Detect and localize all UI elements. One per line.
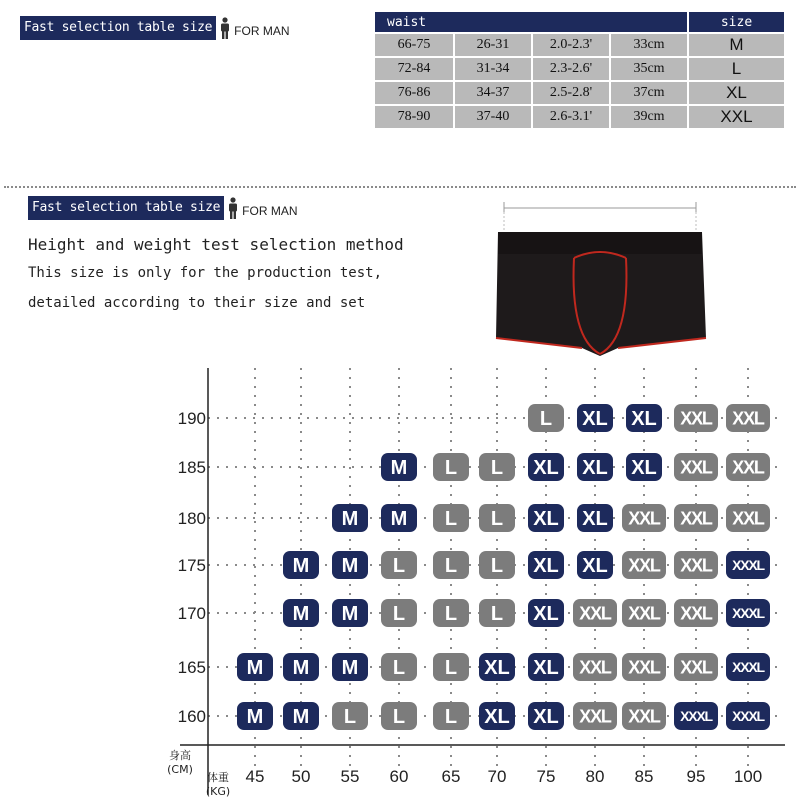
top-banner-for-man: FOR MAN: [234, 24, 290, 38]
size-cell-label: XXXL: [732, 557, 764, 574]
waist-header: waist: [375, 12, 687, 32]
size-cell: [332, 551, 368, 579]
x-tick-label: 85: [634, 767, 654, 786]
size-cell-label: L: [490, 555, 504, 578]
size-cell-label: L: [343, 706, 357, 729]
size-cell: [528, 453, 564, 481]
size-cell-label: XXXL: [732, 605, 764, 622]
size-cell-label: L: [490, 457, 504, 480]
x-tick-label: 55: [340, 767, 360, 786]
x-tick-label: 50: [291, 767, 311, 786]
size-cell-label: XL: [582, 408, 608, 431]
table-cell: 37-40: [455, 106, 531, 128]
table-cell: 33cm: [611, 34, 687, 56]
size-cell: [479, 453, 515, 481]
size-cell: [726, 453, 770, 481]
size-cell: [726, 599, 770, 627]
size-cell: [626, 453, 662, 481]
size-cell: [573, 653, 617, 681]
table-cell: 66-75: [375, 34, 453, 56]
size-cell-label: L: [392, 555, 406, 578]
size-cell-label: L: [444, 457, 458, 480]
size-cell: [237, 702, 273, 730]
size-cell: [283, 702, 319, 730]
size-cell: [626, 404, 662, 432]
size-cell-label: XXL: [628, 603, 660, 624]
size-cell-label: XL: [533, 555, 559, 578]
size-cell-label: L: [444, 555, 458, 578]
size-cell-label: XXL: [680, 603, 712, 624]
x-tick-label: 70: [487, 767, 507, 786]
size-cell-label: XXXL: [732, 708, 764, 725]
description-line-1: Height and weight test selection method: [28, 235, 404, 254]
size-cell-label: M: [341, 657, 359, 680]
size-cell-label: M: [292, 706, 310, 729]
size-cell-label: XL: [631, 408, 657, 431]
size-cell: [283, 551, 319, 579]
y-tick-label: 180: [177, 509, 206, 528]
size-cell: [528, 653, 564, 681]
size-cell: [433, 504, 469, 532]
size-cell-label: XXL: [579, 603, 611, 624]
size-cell-label: XXL: [628, 555, 660, 576]
table-cell: 76-86: [375, 82, 453, 104]
size-cell-label: M: [390, 508, 408, 531]
size-cell-label: XL: [533, 657, 559, 680]
size-cell: [674, 453, 718, 481]
size-header: size: [689, 12, 784, 32]
size-cell-label: XXXL: [680, 708, 712, 725]
size-cell-label: XL: [484, 706, 510, 729]
size-cell: [577, 551, 613, 579]
x-axis-unit: (KG): [205, 785, 231, 798]
size-cell: [433, 453, 469, 481]
size-cell: [381, 599, 417, 627]
y-tick-label: 165: [177, 658, 206, 677]
table-cell: XL: [689, 82, 784, 104]
size-cell: [433, 551, 469, 579]
size-cell-label: XL: [582, 508, 608, 531]
size-cell-label: L: [490, 508, 504, 531]
description-line-3: detailed according to their size and set: [28, 295, 366, 311]
size-cell: [674, 702, 718, 730]
size-cell-label: M: [292, 603, 310, 626]
size-cell-label: M: [292, 657, 310, 680]
y-tick-label: 160: [177, 707, 206, 726]
chart-cells: [237, 404, 770, 730]
y-tick-label: 190: [177, 409, 206, 428]
size-cell: [528, 504, 564, 532]
size-cell: [381, 702, 417, 730]
size-cell-label: L: [444, 657, 458, 680]
size-cell-label: XXL: [579, 706, 611, 727]
size-cell: [573, 702, 617, 730]
size-cell: [433, 653, 469, 681]
section-banner-title: Fast selection table size: [28, 196, 224, 220]
size-cell: [528, 702, 564, 730]
size-cell-label: XXL: [680, 457, 712, 478]
size-cell-label: XXXL: [732, 659, 764, 676]
y-tick-label: 175: [177, 556, 206, 575]
size-cell-label: M: [246, 657, 264, 680]
size-cell-label: L: [444, 603, 458, 626]
size-cell-label: M: [292, 555, 310, 578]
size-cell: [622, 551, 666, 579]
y-axis-label: 身高: [169, 749, 191, 762]
y-tick-label: 170: [177, 604, 206, 623]
table-cell: 35cm: [611, 58, 687, 80]
size-cell-label: L: [444, 508, 458, 531]
size-cell-label: XL: [631, 457, 657, 480]
table-cell: 2.0-2.3': [533, 34, 609, 56]
size-cell-label: XL: [582, 457, 608, 480]
size-cell: [622, 599, 666, 627]
size-cell: [674, 599, 718, 627]
size-cell: [726, 702, 770, 730]
size-cell: [433, 599, 469, 627]
size-cell-label: XL: [582, 555, 608, 578]
size-cell-label: M: [341, 555, 359, 578]
size-cell-label: M: [246, 706, 264, 729]
table-cell: L: [689, 58, 784, 80]
size-cell: [577, 453, 613, 481]
size-cell: [479, 702, 515, 730]
table-cell: 37cm: [611, 82, 687, 104]
size-cell: [283, 653, 319, 681]
size-cell-label: XL: [533, 706, 559, 729]
size-cell: [381, 653, 417, 681]
size-cell-label: XXL: [628, 508, 660, 529]
size-cell: [622, 653, 666, 681]
size-cell: [577, 404, 613, 432]
size-cell: [726, 653, 770, 681]
x-tick-label: 65: [441, 767, 461, 786]
size-cell-label: XXL: [680, 555, 712, 576]
size-cell-label: L: [392, 657, 406, 680]
y-axis-unit: (CM): [167, 763, 193, 776]
top-banner-title: Fast selection table size: [20, 16, 216, 40]
size-cell: [726, 551, 770, 579]
table-cell: 2.6-3.1': [533, 106, 609, 128]
size-cell-label: XXL: [732, 457, 764, 478]
description-line-2: This size is only for the production test,: [28, 265, 383, 281]
table-cell: XXL: [689, 106, 784, 128]
table-cell: 39cm: [611, 106, 687, 128]
size-cell-label: XXL: [680, 508, 712, 529]
table-cell: 26-31: [455, 34, 531, 56]
x-tick-label: 100: [733, 767, 763, 786]
table-cell: 72-84: [375, 58, 453, 80]
size-cell-label: XL: [533, 457, 559, 480]
size-cell-label: L: [444, 706, 458, 729]
size-cell-label: XL: [533, 508, 559, 531]
section-banner-for-man: FOR MAN: [242, 204, 298, 218]
size-cell: [332, 653, 368, 681]
size-cell: [479, 599, 515, 627]
table-cell: M: [689, 34, 784, 56]
table-cell: 31-34: [455, 58, 531, 80]
size-cell: [283, 599, 319, 627]
size-cell-label: L: [392, 603, 406, 626]
size-cell-label: XL: [533, 603, 559, 626]
size-cell: [726, 404, 770, 432]
size-cell: [479, 653, 515, 681]
size-cell: [479, 504, 515, 532]
size-cell-label: XXL: [579, 657, 611, 678]
table-cell: 2.5-2.8': [533, 82, 609, 104]
table-cell: 2.3-2.6': [533, 58, 609, 80]
size-cell-label: XXL: [628, 657, 660, 678]
x-tick-label: 60: [389, 767, 409, 786]
size-cell: [381, 504, 417, 532]
size-cell-label: L: [392, 706, 406, 729]
size-cell-label: XXL: [732, 408, 764, 429]
size-cell: [433, 702, 469, 730]
size-cell: [528, 404, 564, 432]
x-tick-label: 45: [245, 767, 265, 786]
y-tick-label: 185: [177, 458, 206, 477]
size-cell-label: XL: [484, 657, 510, 680]
size-cell: [479, 551, 515, 579]
size-cell: [674, 504, 718, 532]
size-cell: [726, 504, 770, 532]
x-axis-label: 体重: [207, 771, 229, 784]
size-cell-label: XXL: [680, 408, 712, 429]
size-cell-label: XXL: [732, 508, 764, 529]
size-cell-label: L: [539, 408, 553, 431]
size-cell: [577, 504, 613, 532]
table-cell: 34-37: [455, 82, 531, 104]
chart-axes: [167, 368, 785, 798]
x-tick-label: 75: [536, 767, 556, 786]
size-cell: [622, 504, 666, 532]
size-cell: [381, 453, 417, 481]
table-cell: 78-90: [375, 106, 453, 128]
size-cell: [674, 551, 718, 579]
size-cell: [528, 551, 564, 579]
size-cell: [381, 551, 417, 579]
size-cell-label: XXL: [680, 657, 712, 678]
size-cell: [622, 702, 666, 730]
size-cell-label: M: [341, 603, 359, 626]
size-cell-label: M: [390, 457, 408, 480]
size-cell: [674, 404, 718, 432]
size-cell: [237, 653, 273, 681]
x-tick-label: 95: [686, 767, 706, 786]
size-cell: [674, 653, 718, 681]
size-cell-label: XXL: [628, 706, 660, 727]
x-tick-label: 80: [585, 767, 605, 786]
size-cell: [573, 599, 617, 627]
size-cell-label: M: [341, 508, 359, 531]
size-cell: [332, 702, 368, 730]
size-cell-label: L: [490, 603, 504, 626]
size-cell: [332, 599, 368, 627]
size-cell: [528, 599, 564, 627]
size-cell: [332, 504, 368, 532]
